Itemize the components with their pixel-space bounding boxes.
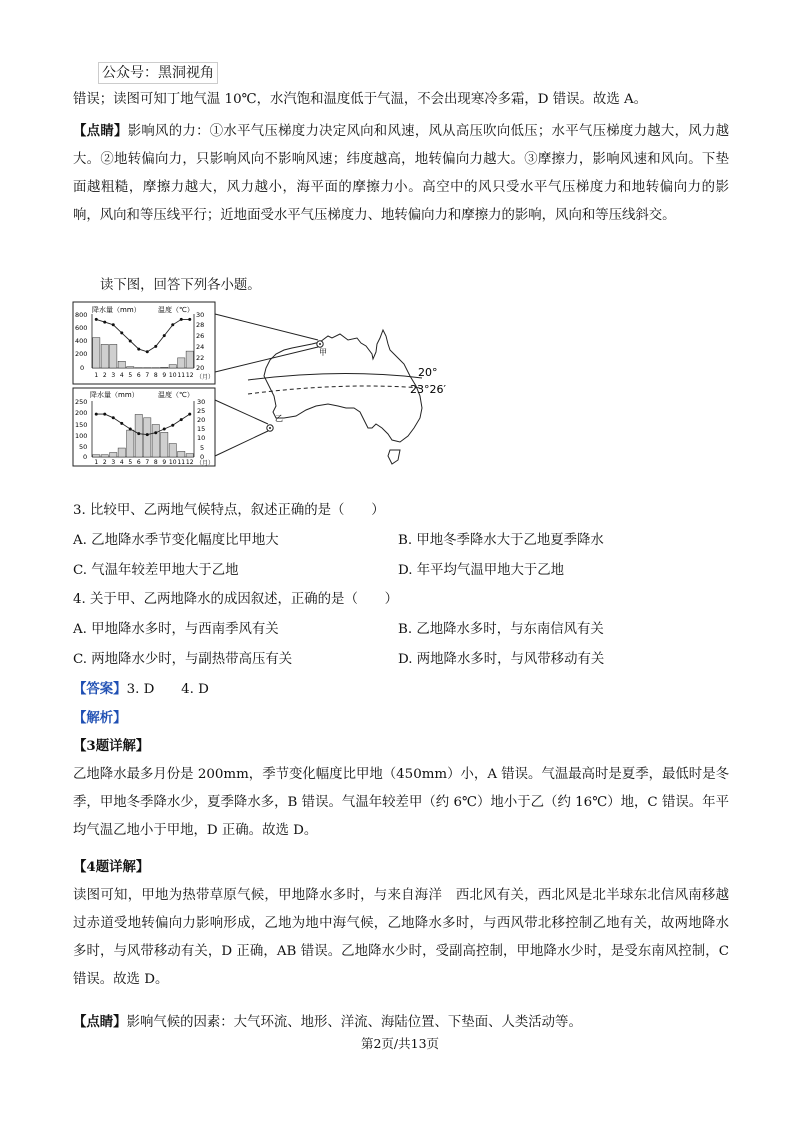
jia-temp-point-8 [154, 345, 157, 348]
yi-month-7: 7 [145, 459, 150, 466]
yi-rt-3: 15 [197, 425, 206, 433]
yi-temp-point-8 [154, 431, 157, 434]
yi-lt-0: 250 [75, 398, 88, 406]
jia-lt-3: 200 [75, 350, 88, 358]
jia-month-8: 8 [153, 372, 158, 379]
yi-rt-2: 20 [197, 416, 206, 424]
yi-month-ticks [94, 459, 193, 466]
jia-connector-top [215, 314, 318, 340]
jia-precip-bar-5 [127, 367, 134, 368]
jia-precip-bar-1 [93, 338, 100, 368]
yi-rt-4: 10 [197, 434, 206, 442]
yi-lt-4: 50 [79, 443, 88, 451]
yi-temp-point-6 [137, 432, 140, 435]
yi-month-3: 3 [111, 459, 116, 466]
yi-precip-bar-12 [186, 454, 193, 457]
lat-20-label: 20° [418, 366, 438, 379]
jia-month-7: 7 [145, 372, 150, 379]
yi-temp-point-1 [95, 413, 98, 416]
jia-temp-label: 温度（℃） [158, 306, 194, 314]
jia-right-ticks [196, 311, 204, 372]
yi-precip-bar-11 [178, 451, 185, 457]
jia-temp-point-3 [112, 323, 115, 326]
jia-precip-bar-11 [178, 358, 185, 368]
yi-precip-bar-8 [152, 425, 159, 457]
jia-rt-5: 20 [196, 364, 205, 372]
yi-connector-bottom [215, 431, 268, 456]
dianjing-block-2 [73, 1008, 729, 1037]
yi-precip-bar-3 [110, 453, 117, 457]
q3-detail-tag: 【3题详解】 [73, 738, 150, 754]
jia-temp-point-11 [180, 318, 183, 321]
yi-month-10: 10 [168, 459, 177, 466]
yi-temp-point-9 [163, 428, 166, 431]
jia-month-ticks [94, 372, 193, 379]
jia-rt-2: 26 [196, 332, 205, 340]
yi-temp-point-4 [120, 422, 123, 425]
yi-month-6: 6 [136, 459, 141, 466]
yi-temp-label: 温度（℃） [158, 391, 194, 399]
jia-lt-2: 400 [75, 337, 88, 345]
q3-option-d: D. 年平均气温甲地大于乙地 [398, 563, 565, 578]
yi-rt-5: 5 [200, 444, 205, 452]
yi-month-8: 8 [153, 459, 158, 466]
answer-text: 3. D 4. D [126, 682, 209, 697]
tasmania-outline [388, 450, 400, 464]
q4-detail-tag: 【4题详解】 [73, 859, 150, 875]
dianjing2-text: 影响气候的因素：大气环流、地形、洋流、海陆位置、下垫面、人类活动等。 [126, 1015, 582, 1030]
jia-month-6: 6 [136, 372, 141, 379]
dianjing-block-1 [73, 117, 729, 230]
yi-month-9: 9 [162, 459, 167, 466]
jia-month-1: 1 [94, 372, 99, 379]
yi-month-4: 4 [119, 459, 124, 466]
yi-temp-point-3 [112, 416, 115, 419]
yi-lt-1: 200 [75, 409, 88, 417]
yi-precip-bar-1 [93, 455, 100, 457]
yi-month-11: 11 [177, 459, 186, 466]
jia-precip-bar-9 [161, 367, 168, 368]
yi-precip-bar-6 [135, 414, 142, 457]
jia-temp-point-10 [171, 323, 174, 326]
yi-temp-line [96, 414, 190, 435]
yi-right-ticks [197, 398, 205, 461]
yi-precip-bar-2 [101, 455, 108, 457]
jia-month-11: 11 [177, 372, 186, 379]
answer-tag: 【答案】 [73, 681, 127, 697]
jia-lt-4: 0 [80, 364, 85, 372]
dianjing2-tag: 【点睛】 [73, 1014, 127, 1030]
yi-temp-point-10 [171, 424, 174, 427]
q4-option-c: C. 两地降水少时，与副热带高压有关 [73, 652, 293, 667]
jia-rt-4: 22 [196, 354, 205, 362]
jia-rt-0: 30 [196, 311, 205, 319]
q4-option-d: D. 两地降水多时，与风带移动有关 [398, 652, 605, 667]
q4-detail-text: 读图可知，甲地为热带草原气候，甲地降水多时，与来自海洋 西北风有关，西北风是北半球东北信风南移越过赤道受地转偏向力影响形成，乙地为地中海气候，乙地降水多时，与西风带北移控制乙地有关，故两地降水多时，与风带移动有关，D 正确，AB 错误。乙地降水少时，受副高控制，甲地降水少时，是受东南风控制，C 错误。故选 D。 [73, 888, 729, 987]
jia-map-label: 甲 [319, 348, 327, 357]
jia-temp-point-12 [188, 318, 191, 321]
jia-rt-1: 28 [196, 321, 205, 329]
yi-plot [92, 401, 194, 457]
jia-marker-dot [319, 343, 321, 345]
q3-option-c: C. 气温年较差甲地大于乙地 [73, 563, 239, 578]
jia-month-3: 3 [111, 372, 116, 379]
yi-precip-bar-4 [118, 448, 125, 457]
tropic-capricorn-line [248, 386, 422, 394]
yi-map-label: 乙 [275, 414, 283, 423]
australia-outline [264, 330, 422, 442]
jia-precip-bar-10 [169, 365, 176, 368]
yi-connector-top [215, 400, 268, 424]
yi-lt-2: 150 [75, 421, 88, 429]
jia-lt-1: 600 [75, 324, 88, 332]
yi-rt-6: 0 [200, 453, 205, 461]
yi-month-unit: （月） [196, 460, 215, 467]
jia-temp-point-9 [163, 334, 166, 337]
q3-option-b: B. 甲地冬季降水大于乙地夏季降水 [398, 533, 604, 548]
jia-temp-point-4 [120, 331, 123, 334]
jia-temp-point-1 [95, 318, 98, 321]
yi-temp-point-11 [180, 418, 183, 421]
jia-temp-point-5 [129, 340, 132, 343]
jia-month-12: 12 [185, 372, 194, 379]
read-prompt: 读下图，回答下列各小题。 [100, 278, 261, 293]
yi-temp-point-2 [103, 413, 106, 416]
yi-rt-0: 30 [197, 398, 206, 406]
dianjing-text: 影响风的力：①水平气压梯度力决定风向和风速，风从高压吹向低压；水平气压梯度力越大，风力越大。②地转偏向力，只影响风向不影响风速；纬度越高，地转偏向力越大。③摩擦力，影响风速和风向。下垫面越粗糙，摩擦力越大，风力越小，海平面的摩擦力小。高空中的风只受水平气压梯度力和地转偏向力的影响，风向和等压线平行；近地面受水平气压梯度力、地转偏向力和摩擦力的影响，风向和等压线斜交。 [73, 124, 730, 223]
jia-rt-3: 24 [196, 343, 205, 351]
jia-month-2: 2 [102, 372, 107, 379]
intro-line: 错误；读图可知丁地气温 10℃，水汽饱和温度低于气温，不会出现寒冷多霜，D 错误。故选 A。 [73, 92, 648, 107]
yi-precip-bar-9 [161, 432, 168, 457]
q3-option-a: A. 乙地降水季节变化幅度比甲地大 [73, 533, 279, 548]
jia-precip-bar-12 [186, 351, 193, 368]
yi-precip-bar-7 [144, 418, 151, 457]
jia-precip-bar-3 [110, 344, 117, 368]
yi-lt-5: 0 [83, 453, 88, 461]
yi-temp-point-12 [188, 413, 191, 416]
jia-month-4: 4 [119, 372, 124, 379]
yi-month-12: 12 [185, 459, 194, 466]
jia-temp-point-6 [137, 348, 140, 351]
q4-option-b: B. 乙地降水多时，与东南信风有关 [398, 622, 604, 637]
climate-figure [70, 300, 470, 472]
jia-temp-point-7 [146, 350, 149, 353]
latitude-20-line [248, 373, 422, 380]
yi-precip-bar-10 [169, 444, 176, 457]
answer-line [73, 675, 729, 704]
q3-stem: 3. 比较甲、乙两地气候特点，叙述正确的是（ ） [73, 503, 385, 518]
yi-rt-1: 25 [197, 407, 206, 415]
yi-temp-point-7 [146, 433, 149, 436]
yi-temp-point-5 [129, 428, 132, 431]
jia-month-9: 9 [162, 372, 167, 379]
jia-temp-point-2 [103, 321, 106, 324]
yi-marker-dot [269, 427, 271, 429]
watermark-header: 公众号：黑洞视角 [98, 62, 218, 84]
jia-month-unit: （月） [196, 374, 215, 381]
jia-left-ticks [75, 311, 87, 372]
analysis-tag: 【解析】 [73, 710, 127, 726]
jia-lt-0: 800 [75, 311, 88, 319]
dianjing-tag: 【点睛】 [73, 123, 128, 139]
jia-plot [92, 314, 194, 368]
q4-stem: 4. 关于甲、乙两地降水的成因叙述，正确的是（ ） [73, 592, 399, 607]
yi-month-1: 1 [94, 459, 99, 466]
yi-month-5: 5 [128, 459, 133, 466]
jia-precip-bar-2 [101, 344, 108, 368]
jia-connector-bottom [215, 347, 318, 372]
jia-month-10: 10 [168, 372, 177, 379]
jia-month-5: 5 [128, 372, 133, 379]
q4-option-a: A. 甲地降水多时，与西南季风有关 [73, 622, 279, 637]
yi-month-2: 2 [102, 459, 107, 466]
q3-detail-text: 乙地降水最多月份是 200mm，季节变化幅度比甲地（450mm）小，A 错误。气温最高时是夏季，最低时是冬季，甲地冬季降水少，夏季降水多，B 错误。气温年较差甲（约 6℃）地小于乙（约 16℃）地，C 错误。年平均气温乙地小于甲地，D 正确。故选 D。 [73, 767, 729, 838]
yi-precip-label: 降水量（mm） [90, 391, 139, 399]
yi-precip-bar-5 [127, 430, 134, 457]
jia-precip-bar-4 [118, 361, 125, 368]
page-footer: 第2页/共13页 [360, 1036, 440, 1051]
jia-precip-label: 降水量（mm） [92, 306, 141, 314]
lat-2326-label: 23°26′ [410, 383, 446, 396]
yi-lt-3: 100 [75, 432, 88, 440]
yi-left-ticks [75, 398, 87, 461]
